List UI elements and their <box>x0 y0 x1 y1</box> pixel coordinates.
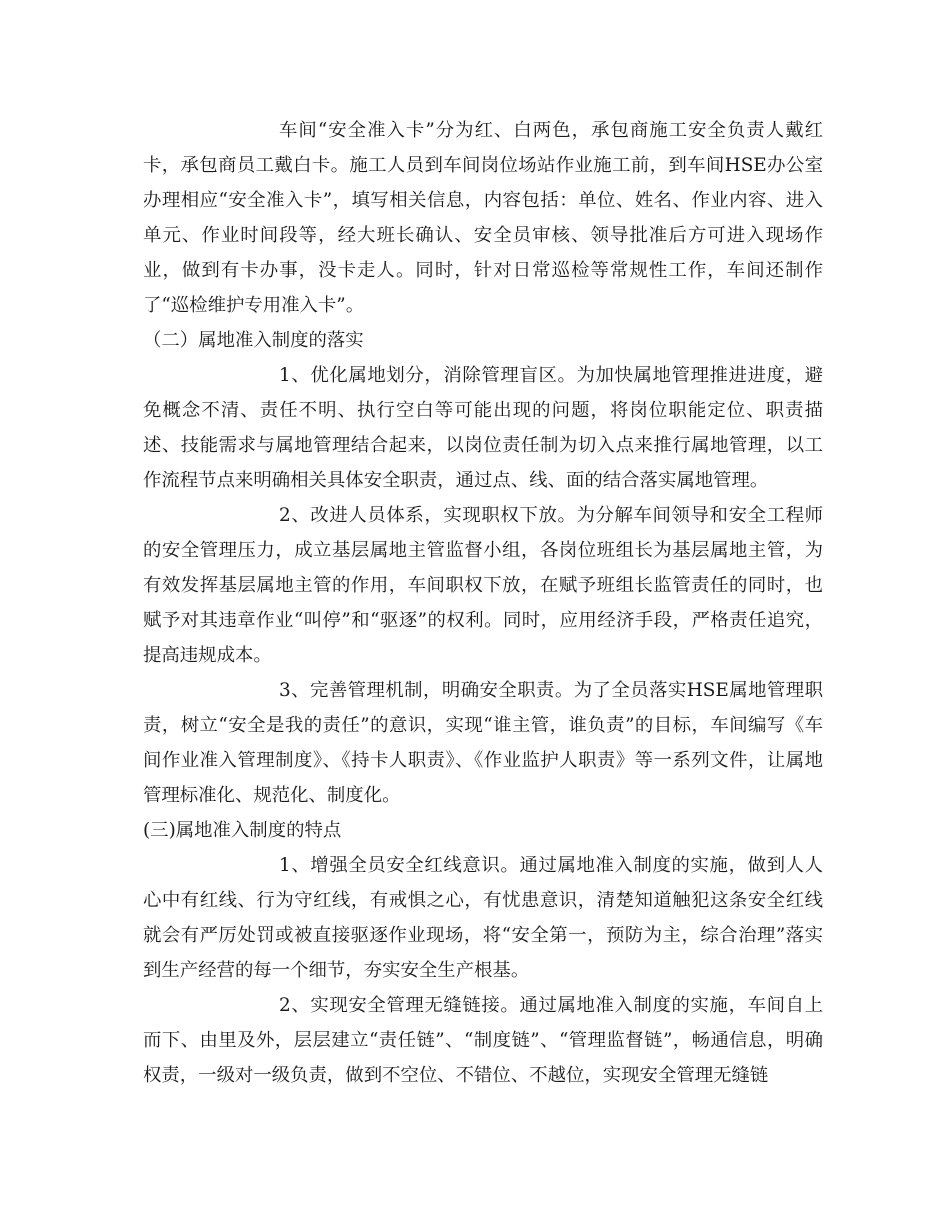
document-body <box>143 113 823 1093</box>
paragraph-redline-awareness: 1、增强全员安全红线意识。通过属地准入制度的实施，做到人人心中有红线、行为守红线，有戒惧之心，有忧患意识，清楚知道触犯这条安全红线就会有严厉处罚或被直接驱逐作业现场，将“安全第一，预防为主，综合治理”落实到生产经营的每一个细节，夯实安全生产根基。 <box>143 855 823 981</box>
paragraph-safety-access-card: 车间“安全准入卡”分为红、白两色，承包商施工安全负责人戴红卡，承包商员工戴白卡。施工人员到车间岗位场站作业施工前，到车间HSE办公室办理相应“安全准入卡”，填写相关信息，内容包括：单位、姓名、作业内容、进入单元、作业时间段等，经大班长确认、安全员审核、领导批准后方可进入现场作业，做到有卡办事，没卡走人。同时，针对日常巡检等常规性工作，车间还制作了“巡检维护专用准入卡”。 <box>143 120 823 316</box>
section-heading-2: （二）属地准入制度的落实 <box>143 330 364 351</box>
paragraph-optimize-division: 1、优化属地划分，消除管理盲区。为加快属地管理推进进度，避免概念不清、责任不明、执行空白等可能出现的问题，将岗位职能定位、职责描述、技能需求与属地管理结合起来，以岗位责任制为切入点来推行属地管理，以工作流程节点来明确相关具体安全职责，通过点、线、面的结合落实属地管理。 <box>143 365 823 491</box>
paragraph-seamless-link: 2、实现安全管理无缝链接。通过属地准入制度的实施，车间自上而下、由里及外，层层建立“责任链”、“制度链”、“管理监督链”，畅通信息，明确权责，一级对一级负责，做到不空位、不错位、不越位，实现安全管理无缝链 <box>143 995 823 1086</box>
paragraph-management-mechanism: 3、完善管理机制，明确安全职责。为了全员落实HSE属地管理职责，树立“安全是我的责任”的意识，实现“谁主管，谁负责”的目标，车间编写《车间作业准入管理制度》、《持卡人职责》、《作业监护人职责》等一系列文件，让属地管理标准化、规范化、制度化。 <box>143 680 823 806</box>
paragraph-personnel-system: 2、改进人员体系，实现职权下放。为分解车间领导和安全工程师的安全管理压力，成立基层属地主管监督小组，各岗位班组长为基层属地主管，为有效发挥基层属地主管的作用，车间职权下放，在赋予班组长监管责任的同时，也赋予对其违章作业“叫停”和“驱逐”的权利。同时，应用经济手段，严格责任追究，提高违规成本。 <box>143 505 823 666</box>
section-heading-3: (三)属地准入制度的特点 <box>143 820 342 841</box>
